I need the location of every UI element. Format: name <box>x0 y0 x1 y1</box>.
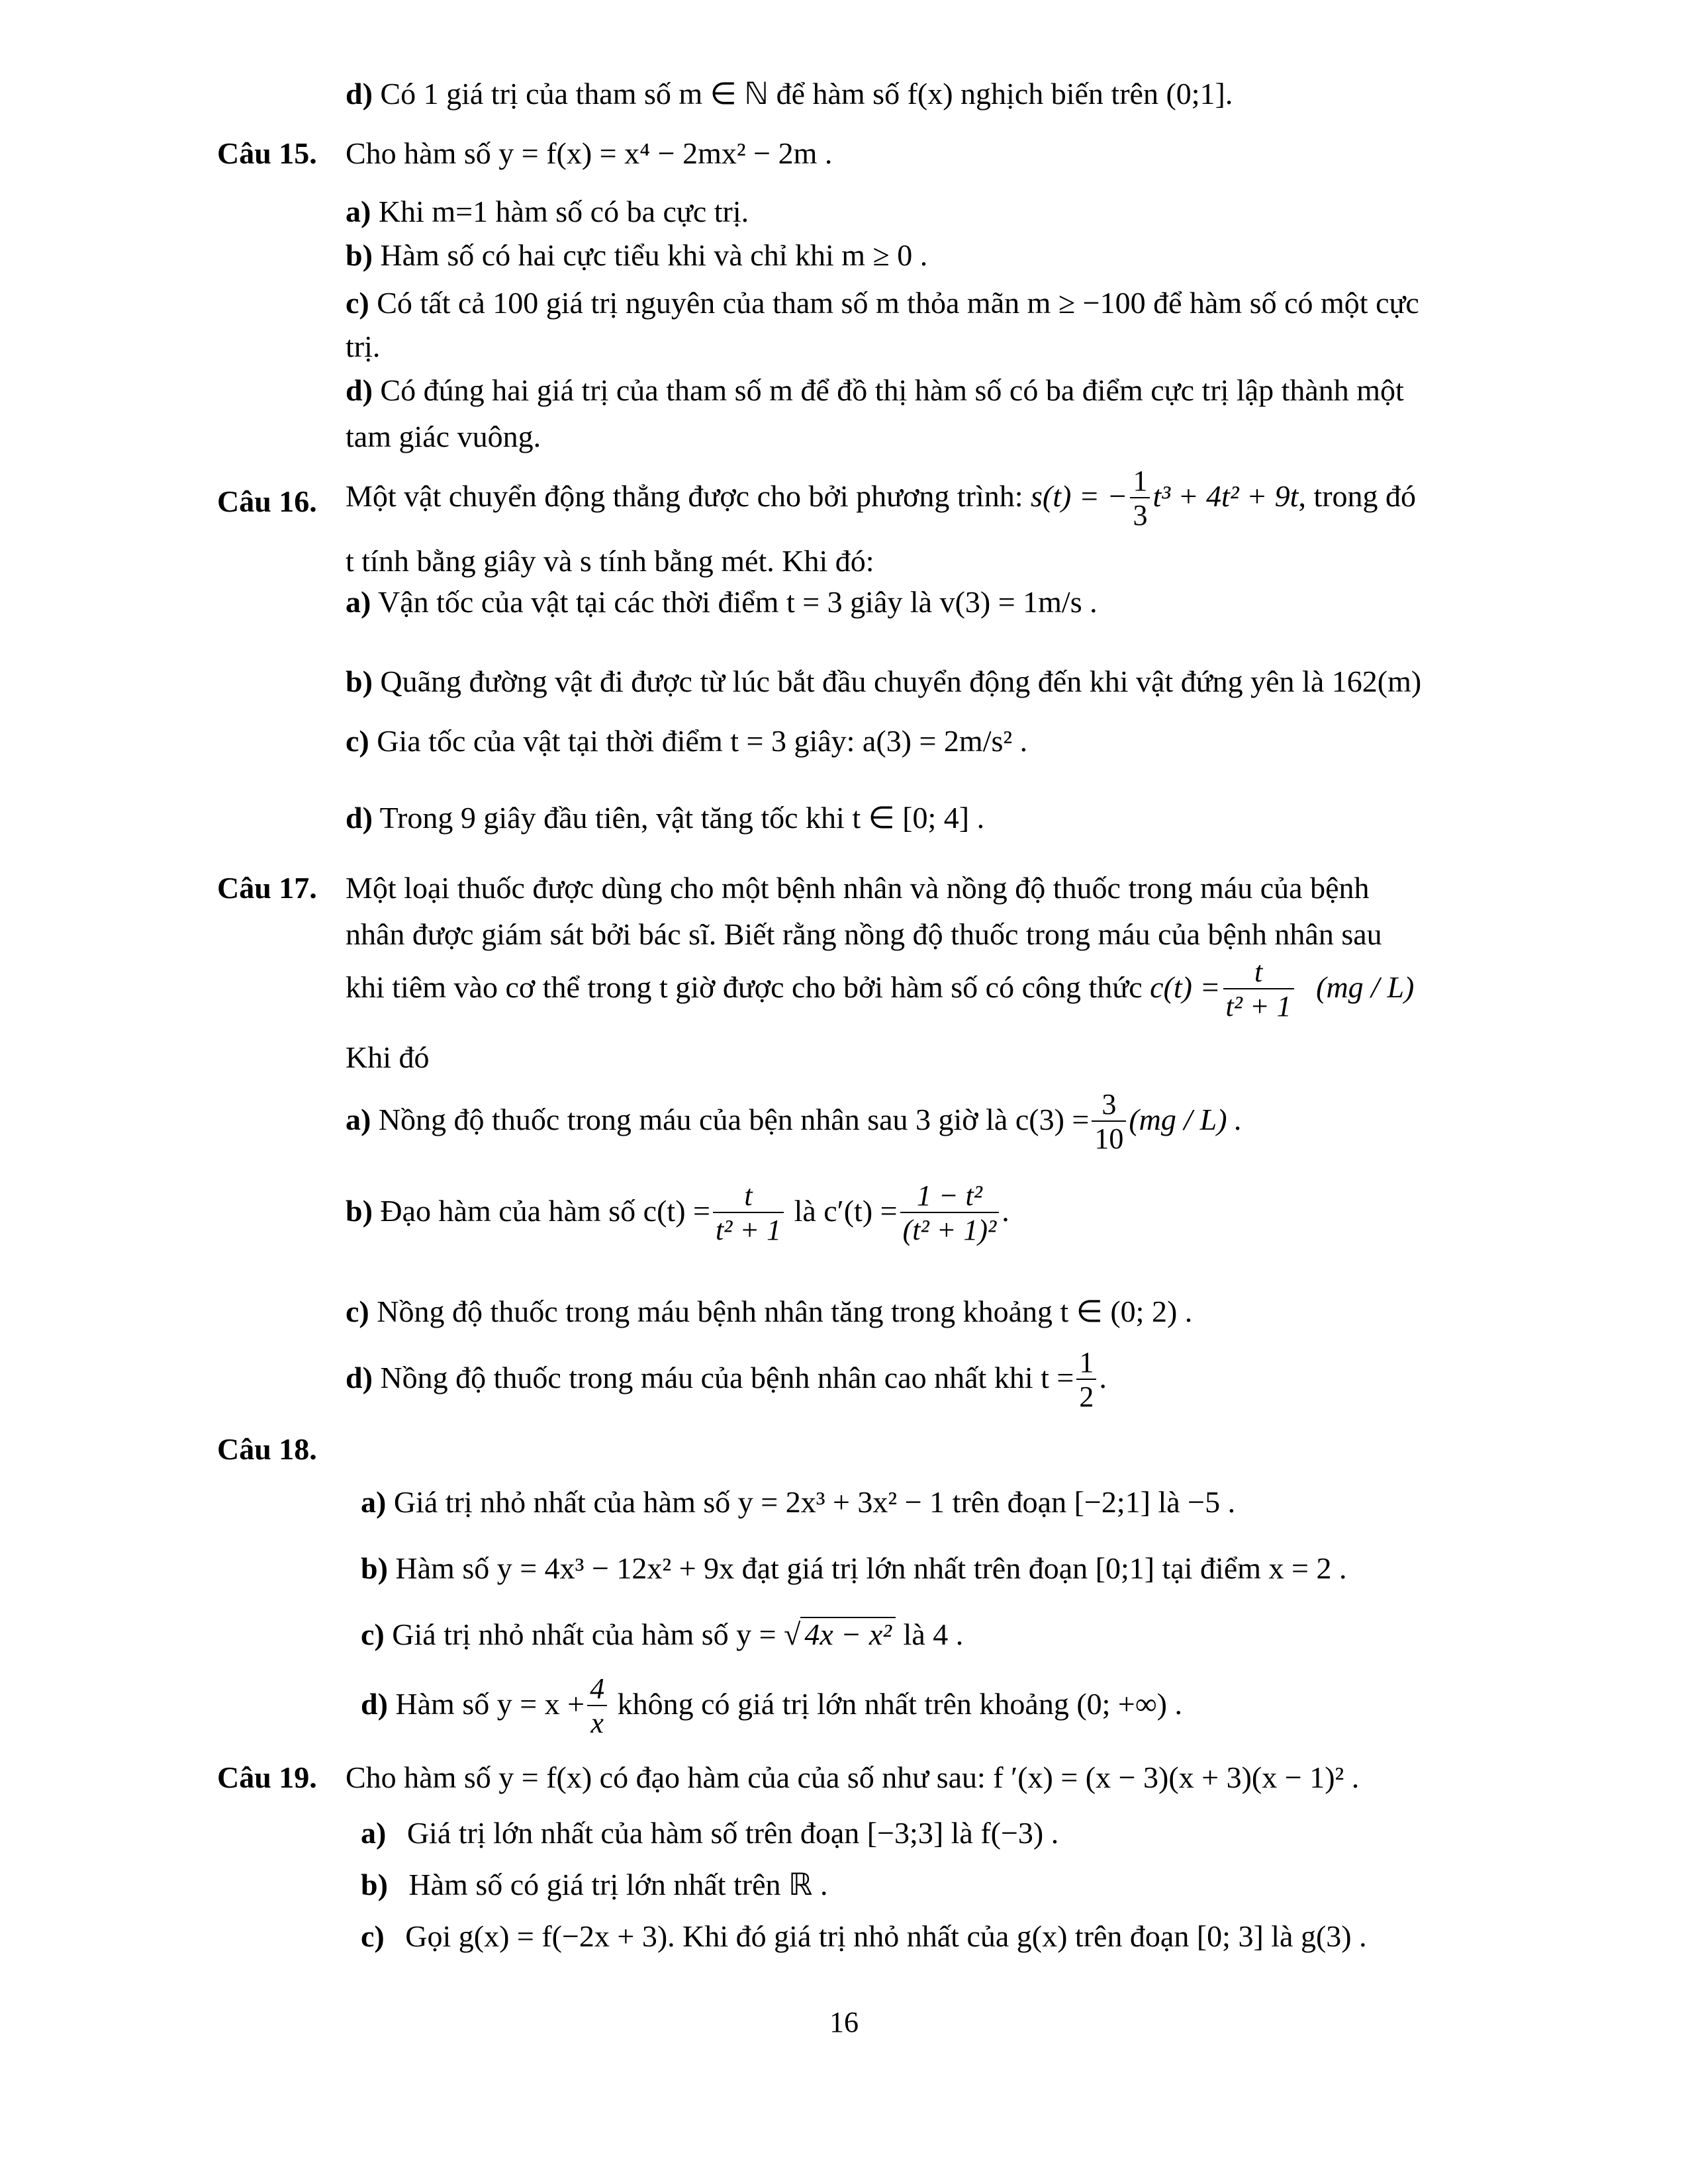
option-text: Nồng độ thuốc trong máu bệnh nhân tăng trong khoảng t ∈ (0; 2) . <box>377 1295 1193 1328</box>
option-text: Nồng độ thuốc trong máu của bệnh nhân cao nhất khi t = <box>380 1361 1074 1394</box>
option-text: Vận tốc của vật tại các thời điểm t = 3 giây là v(3) = 1m/s . <box>378 585 1098 619</box>
q16-stem-2: t tính bằng giây và s tính bằng mét. Khi đó: <box>346 544 874 578</box>
q16-stem <box>346 463 1416 533</box>
option-text: Nồng độ thuốc trong máu của bện nhân sau 3 giờ là c(3) = <box>378 1103 1090 1136</box>
fraction-numerator: t <box>713 1180 784 1213</box>
option-text: Hàm số có hai cực tiểu khi và chỉ khi m ≥ 0 . <box>380 238 928 272</box>
option-text: . <box>1002 1194 1009 1228</box>
option-text: Hàm số có giá trị lớn nhất trên ℝ . <box>408 1868 828 1901</box>
option-label: a) <box>346 195 371 228</box>
q17-stem-4: Khi đó <box>346 1040 430 1074</box>
option-text: Đạo hàm của hàm số c(t) = <box>380 1194 710 1228</box>
page-number: 16 <box>829 2006 859 2038</box>
option-label: d) <box>346 77 373 111</box>
q15-option-c-cont: trị. <box>346 330 381 363</box>
q18-option-c <box>361 1615 963 1655</box>
option-label: a) <box>361 1485 387 1519</box>
option-label: a) <box>361 1816 387 1850</box>
fraction <box>900 1180 1000 1248</box>
option-label: c) <box>361 1617 385 1651</box>
option-text: Có đúng hai giá trị của tham số m để đồ thị hàm số có ba điểm cực trị lập thành một <box>380 373 1404 407</box>
fraction-numerator: 4 <box>587 1673 607 1706</box>
option-label: b) <box>346 238 373 272</box>
q15-option-c <box>346 283 1419 323</box>
option-label: a) <box>346 1103 371 1136</box>
q14-option-d <box>346 74 1233 114</box>
q16-option-a <box>346 582 1098 622</box>
fraction <box>1130 465 1150 533</box>
stem-text: khi tiêm vào cơ thể trong t giờ được cho bởi hàm số có công thức <box>346 970 1143 1004</box>
fraction-denominator: t² + 1 <box>1225 990 1291 1023</box>
equation-lhs: s(t) = − <box>1031 479 1128 513</box>
q17-option-a <box>346 1085 1243 1156</box>
option-text: Giá trị nhỏ nhất của hàm số y = 2x³ + 3x² − 1 trên đoạn [−2;1] là −5 . <box>393 1485 1236 1519</box>
option-text: Hàm số y = x + <box>395 1687 585 1721</box>
option-text: Trong 9 giây đầu tiên, vật tăng tốc khi t ∈ [0; 4] . <box>379 801 985 835</box>
q16-number: Câu 16. <box>217 484 317 518</box>
equation-rhs: t³ + 4t² + 9t <box>1152 479 1299 513</box>
fraction <box>587 1673 607 1741</box>
q16-option-c <box>346 721 1027 761</box>
fraction-numerator: 1 − t² <box>900 1180 1000 1213</box>
fraction-denominator: 3 <box>1133 499 1148 532</box>
option-label: c) <box>346 286 369 320</box>
fraction <box>1076 1347 1096 1414</box>
fraction-denominator: 10 <box>1094 1122 1124 1156</box>
q15-option-d <box>346 371 1404 410</box>
fraction <box>1223 956 1294 1024</box>
option-label: d) <box>361 1687 388 1721</box>
option-text: Khi m=1 hàm số có ba cực trị. <box>378 195 749 228</box>
option-label: b) <box>346 664 373 698</box>
q19-stem: Cho hàm số y = f(x) có đạo hàm của của số như sau: f ′(x) = (x − 3)(x + 3)(x − 1)² . <box>346 1760 1360 1794</box>
q17-number: Câu 17. <box>217 871 317 905</box>
unit: (mg / L) <box>1316 970 1415 1004</box>
fraction-denominator: 2 <box>1079 1381 1094 1414</box>
q19-option-a <box>361 1813 1058 1853</box>
option-label: c) <box>346 724 369 758</box>
q18-option-d <box>361 1668 1182 1741</box>
option-label: c) <box>346 1295 369 1328</box>
option-text: Gọi g(x) = f(−2x + 3). Khi đó giá trị nhỏ nhất của g(x) trên đoạn [0; 3] là g(3) . <box>405 1919 1367 1953</box>
equation-lhs: c(t) = <box>1150 970 1221 1004</box>
option-label: d) <box>346 1361 373 1394</box>
option-text: Có 1 giá trị của tham số m ∈ ℕ để hàm số f(x) nghịch biến trên (0;1]. <box>380 77 1233 111</box>
option-label: d) <box>346 801 373 835</box>
q18-option-a <box>361 1482 1235 1522</box>
option-text: (mg / L) . <box>1129 1103 1243 1136</box>
q15-option-a <box>346 192 749 232</box>
q17-stem-1: Một loại thuốc được dùng cho một bệnh nhân và nồng độ thuốc trong máu của bệnh <box>346 871 1370 905</box>
q17-stem-2: nhân được giám sát bởi bác sĩ. Biết rằng nồng độ thuốc trong máu của bệnh nhân sau <box>346 917 1382 951</box>
option-label: c) <box>361 1919 385 1953</box>
option-text: là 4 . <box>903 1617 964 1651</box>
q16-option-d <box>346 798 984 838</box>
q17-option-c <box>346 1292 1192 1332</box>
radicand: 4x − x² <box>800 1617 896 1651</box>
fraction-numerator: 3 <box>1092 1089 1126 1122</box>
q19-option-c <box>361 1917 1367 1956</box>
q19-number: Câu 19. <box>217 1760 317 1794</box>
q18-number: Câu 18. <box>217 1432 317 1466</box>
option-text: Giá trị nhỏ nhất của hàm số y = √ <box>392 1617 801 1651</box>
fraction <box>1092 1089 1126 1156</box>
fraction-denominator: x <box>590 1707 604 1740</box>
q17-option-b <box>346 1171 1009 1251</box>
q15-option-b <box>346 236 927 275</box>
q17-stem-3 <box>346 953 1414 1024</box>
option-text: . <box>1099 1361 1107 1394</box>
option-text: Có tất cả 100 giá trị nguyên của tham số m thỏa mãn m ≥ −100 để hàm số có một cực <box>377 286 1419 320</box>
q17-option-d <box>346 1343 1107 1414</box>
option-text: Gia tốc của vật tại thời điểm t = 3 giây: a(3) = 2m/s² . <box>377 724 1028 758</box>
q15-option-d-cont: tam giác vuông. <box>346 420 541 453</box>
q19-option-b <box>361 1865 827 1905</box>
option-text: không có giá trị lớn nhất trên khoảng (0; +∞) . <box>617 1687 1182 1721</box>
option-text: là c′(t) = <box>794 1194 898 1228</box>
q15-stem: Cho hàm số y = f(x) = x⁴ − 2mx² − 2m . <box>346 136 833 170</box>
fraction-numerator: t <box>1223 956 1294 989</box>
option-text: Giá trị lớn nhất của hàm số trên đoạn [−3;3] là f(−3) . <box>406 1816 1059 1850</box>
option-label: d) <box>346 373 373 407</box>
fraction-numerator: 1 <box>1130 465 1150 498</box>
q15-number: Câu 15. <box>217 136 317 170</box>
fraction-denominator: t² + 1 <box>715 1214 782 1247</box>
fraction-denominator: (t² + 1)² <box>902 1214 997 1247</box>
option-label: b) <box>361 1868 388 1901</box>
q16-option-b <box>346 662 1421 702</box>
option-text: Hàm số y = 4x³ − 12x² + 9x đạt giá trị lớn nhất trên đoạn [0;1] tại điểm x = 2 . <box>395 1551 1347 1585</box>
fraction-numerator: 1 <box>1076 1347 1096 1380</box>
option-label: a) <box>346 585 371 619</box>
option-label: b) <box>346 1194 373 1228</box>
stem-text: Một vật chuyển động thẳng được cho bởi phương trình: <box>346 479 1023 513</box>
fraction <box>713 1180 784 1248</box>
option-text: Quãng đường vật đi được từ lúc bắt đầu chuyển động đến khi vật đứng yên là 162(m) <box>380 664 1422 698</box>
q18-option-b <box>361 1549 1346 1588</box>
option-label: b) <box>361 1551 388 1585</box>
stem-text: , trong đó <box>1298 479 1417 513</box>
